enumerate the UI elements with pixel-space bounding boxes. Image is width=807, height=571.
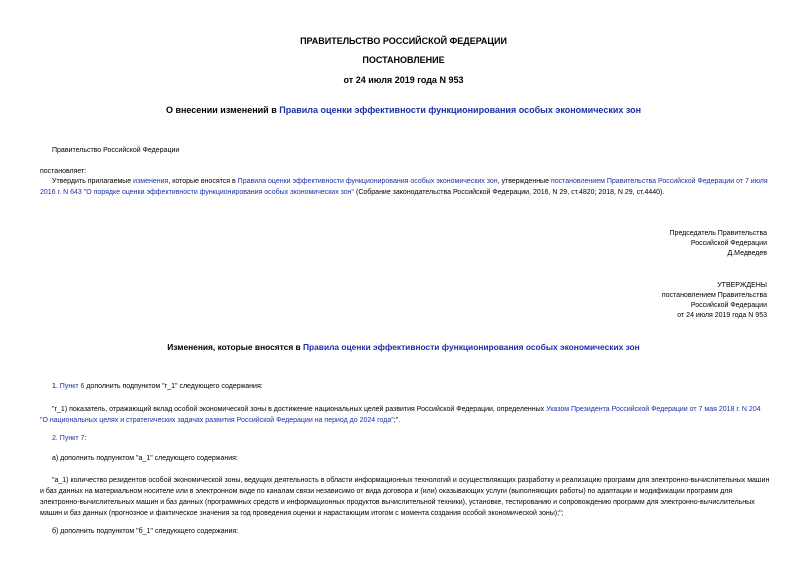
p1-rules-link[interactable]: Правила оценки эффективности функционирования особых экономических зон (237, 178, 498, 185)
signature-position-1: Председатель Правительства (669, 230, 767, 237)
item-1-point6-link[interactable]: Пункт 6 (59, 383, 85, 390)
paragraph-1 (40, 176, 770, 198)
preamble-gov: Правительство Российской Федерации (52, 147, 180, 154)
p1-decree-643-link[interactable]: постановлением Правительства Российской Федерации от 7 июля 2016 г. N 643 "О порядке оценки эффективности функционирования особых экономических зон" (40, 178, 768, 196)
item-1-text: дополнить подпунктом "г_1" следующего содержания: (84, 383, 263, 390)
approved-line-1: УТВЕРЖДЕНЫ (717, 282, 767, 289)
approved-line-2: постановлением Правительства (661, 292, 767, 299)
p1-text-3: , утвержденные (497, 178, 551, 185)
header-doc-type: ПОСТАНОВЛЕНИЕ (362, 55, 445, 65)
item-1 (52, 381, 263, 392)
document-title (0, 105, 807, 115)
p1-changes-link[interactable]: изменения (133, 178, 169, 185)
item-2b: б) дополнить подпунктом "б_1" следующего содержания: (52, 528, 239, 535)
changes-title-prefix: Изменения, которые вносятся в (167, 342, 304, 352)
p1-text-2: , которые вносятся в (168, 178, 238, 185)
subitem-a1: "а_1) количество резидентов особой экономической зоны, ведущих деятельность в области информационных технологий и осуществляющих разработку и реализацию программ для электронно-вычислительных машин и баз данных на материальном носителе или в электронном виде по каналам связи независимо от вида договора и (или) оказывающих услуги (выполняющих работы) по адаптации и модификации программ для электронно-вычислительных машин и баз данных (программных средств и информационных продуктов вычислительной техники), установке, тестированию и сопровождению программ для электронно-вычислительных машин и баз данных (прогнозное и фактическое значения за год проведения оценки и нарастающим итогом с момента создания особой экономической зоны);"; (40, 477, 770, 517)
item-2-text: : (84, 435, 87, 442)
changes-title-rules-link[interactable]: Правила оценки эффективности функционирования особых экономических зон (303, 342, 640, 352)
header-gov: ПРАВИТЕЛЬСТВО РОССИЙСКОЙ ФЕДЕРАЦИИ (300, 36, 507, 46)
header-date: от 24 июля 2019 года N 953 (343, 75, 464, 85)
g1-text-2: ;". (393, 417, 401, 424)
title-prefix: О внесении изменений в (165, 105, 280, 115)
changes-title (0, 342, 807, 352)
title-rules-link[interactable]: Правила оценки эффективности функционирования особых экономических зон (279, 105, 642, 115)
item-2 (52, 433, 86, 444)
signature-name: Д.Медведев (727, 250, 767, 257)
item-2a: а) дополнить подпунктом "а_1" следующего содержания: (52, 455, 238, 462)
g1-presidential-decree-link[interactable]: Указом Президента Российской Федерации от 7 мая 2018 г. N 204 "О национальных целях и стратегических задачах развития Российской Федерации на период до 2024 года" (40, 406, 761, 424)
approved-line-3: Российской Федерации (690, 302, 767, 309)
g1-text-1: "г_1) показатель, отражающий вклад особой экономической зоны в достижение национальных целей развития Российской Федерации, определенных (52, 406, 547, 413)
item-1-num: 1. (52, 383, 60, 390)
signature-position-2: Российской Федерации (690, 240, 767, 247)
p1-text-1: Утвердить прилагаемые (52, 178, 134, 185)
approved-line-4: от 24 июля 2019 года N 953 (677, 312, 767, 319)
subitem-g1 (40, 404, 770, 426)
p1-text-4: (Собрание законодательства Российской Федерации, 2016, N 29, ст.4820; 2018, N 29, ст.4440). (354, 189, 665, 196)
item-2-point7-link[interactable]: 2. Пункт 7 (52, 435, 85, 442)
preamble-resolves: постановляет: (40, 168, 87, 175)
